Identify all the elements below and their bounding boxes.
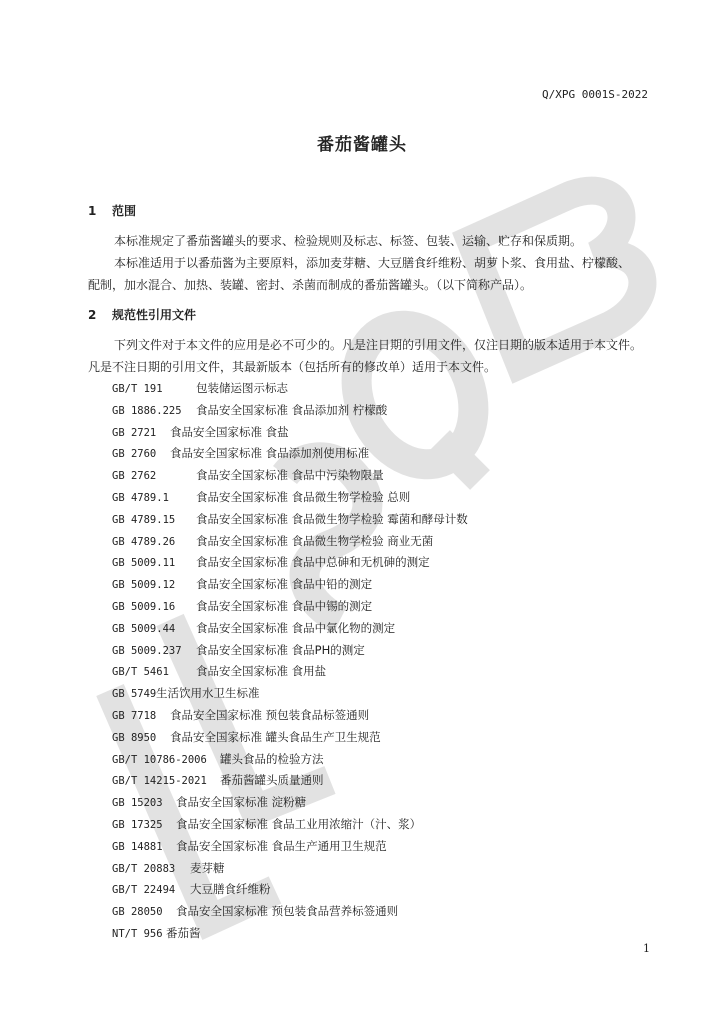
reference-title: 食品安全国家标准 食品生产通用卫生规范: [176, 838, 387, 853]
reference-code: GB/T 22494: [112, 884, 176, 897]
reference-title: 包装储运图示标志: [196, 381, 288, 395]
reference-title: 罐头食品的检验方法: [220, 751, 324, 766]
reference-code: GB 2762: [112, 470, 157, 483]
reference-code: GB 4789.26: [112, 535, 176, 548]
reference-title: 番茄酱: [166, 925, 201, 940]
scope-paragraph-2: [88, 252, 658, 274]
reference-code: GB 1886.225: [112, 404, 182, 417]
reference-item: [112, 422, 468, 444]
section-heading-normative-references: [88, 306, 196, 323]
section-number: 2: [88, 308, 97, 322]
paragraph-text: 本标准适用于以番茄酱为主要原料，添加麦芽糖、大豆膳食纤维粉、胡萝卜浆、食用盐、柠檬酸、: [114, 256, 631, 270]
reference-item: [112, 552, 468, 574]
reference-item: [112, 400, 468, 422]
reference-code: GB/T 10786-2006: [112, 753, 207, 766]
reference-title: 生活饮用水卫生标准: [156, 686, 260, 701]
reference-item: [112, 487, 468, 509]
reference-code: GB/T 20883: [112, 862, 176, 875]
reference-title: 食品安全国家标准 预包装食品营养标签通则: [176, 904, 399, 919]
reference-item: [112, 836, 468, 858]
reference-code: GB/T 191: [112, 383, 163, 395]
scope-paragraph-3: [88, 274, 658, 296]
reference-item: [112, 378, 468, 400]
reference-code: GB 5009.16: [112, 600, 176, 613]
reference-title: 食品安全国家标准 淀粉糖: [176, 795, 307, 810]
reference-code: GB 5009.11: [112, 557, 176, 570]
paragraph-text: 本标准规定了番茄酱罐头的要求、检验规则及标志、标签、包装、运输、贮存和保质期。: [114, 234, 583, 248]
reference-item: [112, 814, 468, 836]
reference-title: 麦芽糖: [190, 860, 225, 875]
paragraph-text: 下列文件对于本文件的应用是必不可少的。凡是注日期的引用文件，仅注日期的版本适用于本文件。: [114, 338, 643, 352]
reference-item: [112, 661, 468, 683]
reference-item: [112, 792, 468, 814]
reference-title: 食品安全国家标准 食品工业用浓缩汁（汁、浆）: [176, 816, 422, 831]
paragraph-text: 配制，加水混合、加热、装罐、密封、杀菌而制成的番茄酱罐头。（以下简称产品）。: [88, 278, 533, 292]
reference-title: 食品安全国家标准 食品中总砷和无机砷的测定: [196, 555, 430, 570]
reference-item: [112, 574, 468, 596]
reference-title: 食品安全国家标准 食用盐: [196, 664, 327, 679]
reference-item: [112, 465, 468, 487]
reference-code: GB 5749: [112, 688, 157, 701]
reference-title: 食品安全国家标准 食品中锡的测定: [196, 598, 373, 613]
reference-code: GB 2721: [112, 426, 157, 439]
reference-title: 食品安全国家标准 食盐: [170, 424, 289, 439]
reference-code: GB 14881: [112, 840, 163, 853]
reference-code: GB 5009.44: [112, 622, 176, 635]
reference-code: GB/T 5461: [112, 666, 169, 679]
reference-title: 食品安全国家标准 食品添加剂使用标准: [170, 446, 370, 461]
reference-title: 番茄酱罐头质量通则: [220, 773, 324, 788]
document-title: 番茄酱罐头: [317, 135, 407, 155]
reference-code: GB 28050: [112, 906, 163, 919]
reference-title: 食品安全国家标准 食品中污染物限量: [196, 468, 384, 483]
reference-item: [112, 901, 468, 923]
reference-title: 食品安全国家标准 食品微生物学检验 商业无菌: [196, 533, 434, 548]
reference-item: [112, 640, 468, 662]
reference-item: [112, 596, 468, 618]
reference-title: 食品安全国家标准 食品微生物学检验 霉菌和酵母计数: [196, 511, 468, 526]
reference-item: [112, 705, 468, 727]
reference-code: GB 7718: [112, 709, 157, 722]
reference-title: 大豆膳食纤维粉: [190, 882, 271, 897]
reference-title: 食品安全国家标准 预包装食品标签通则: [170, 707, 370, 722]
reference-code: GB 8950: [112, 731, 157, 744]
reference-code: GB 5009.12: [112, 579, 176, 592]
reference-item: [112, 618, 468, 640]
reference-item: [112, 443, 468, 465]
reference-item: [112, 923, 468, 945]
reference-code: GB 5009.237: [112, 644, 182, 657]
reference-code: GB/T 14215-2021: [112, 775, 207, 788]
reference-item: [112, 770, 468, 792]
reference-code: GB 2760: [112, 448, 157, 461]
reference-item: [112, 879, 468, 901]
standard-code: Q/XPG 0001S-2022: [542, 88, 648, 101]
reference-item: [112, 727, 468, 749]
reference-title: 食品安全国家标准 食品添加剂 柠檬酸: [196, 402, 388, 417]
references-intro-2: [88, 356, 658, 378]
reference-code: GB 4789.1: [112, 491, 169, 504]
reference-item: [112, 509, 468, 531]
section-title: 规范性引用文件: [112, 308, 197, 322]
reference-title: 食品安全国家标准 食品中氯化物的测定: [196, 620, 396, 635]
section-title: 范围: [112, 204, 137, 218]
paragraph-text: 凡是不注日期的引用文件，其最新版本（包括所有的修改单）适用于本文件。: [88, 360, 497, 374]
reference-list: [112, 378, 468, 945]
reference-title: 食品安全国家标准 罐头食品生产卫生规范: [170, 729, 381, 744]
reference-item: [112, 858, 468, 880]
reference-item: [112, 531, 468, 553]
reference-title: 食品安全国家标准 食品微生物学检验 总则: [196, 489, 411, 504]
references-intro-1: [88, 334, 658, 356]
scope-paragraph-1: [88, 230, 658, 252]
reference-title: 食品安全国家标准 食品PH的测定: [196, 642, 365, 657]
section-number: 1: [88, 204, 97, 218]
reference-code: GB 4789.15: [112, 513, 176, 526]
reference-item: [112, 683, 468, 705]
section-heading-scope: [88, 202, 136, 219]
page-number: 1: [643, 942, 650, 955]
reference-item: [112, 749, 468, 771]
reference-code: NT/T 956: [112, 927, 163, 940]
reference-code: GB 15203: [112, 797, 163, 810]
reference-title: 食品安全国家标准 食品中铅的测定: [196, 577, 373, 592]
reference-code: GB 17325: [112, 818, 163, 831]
